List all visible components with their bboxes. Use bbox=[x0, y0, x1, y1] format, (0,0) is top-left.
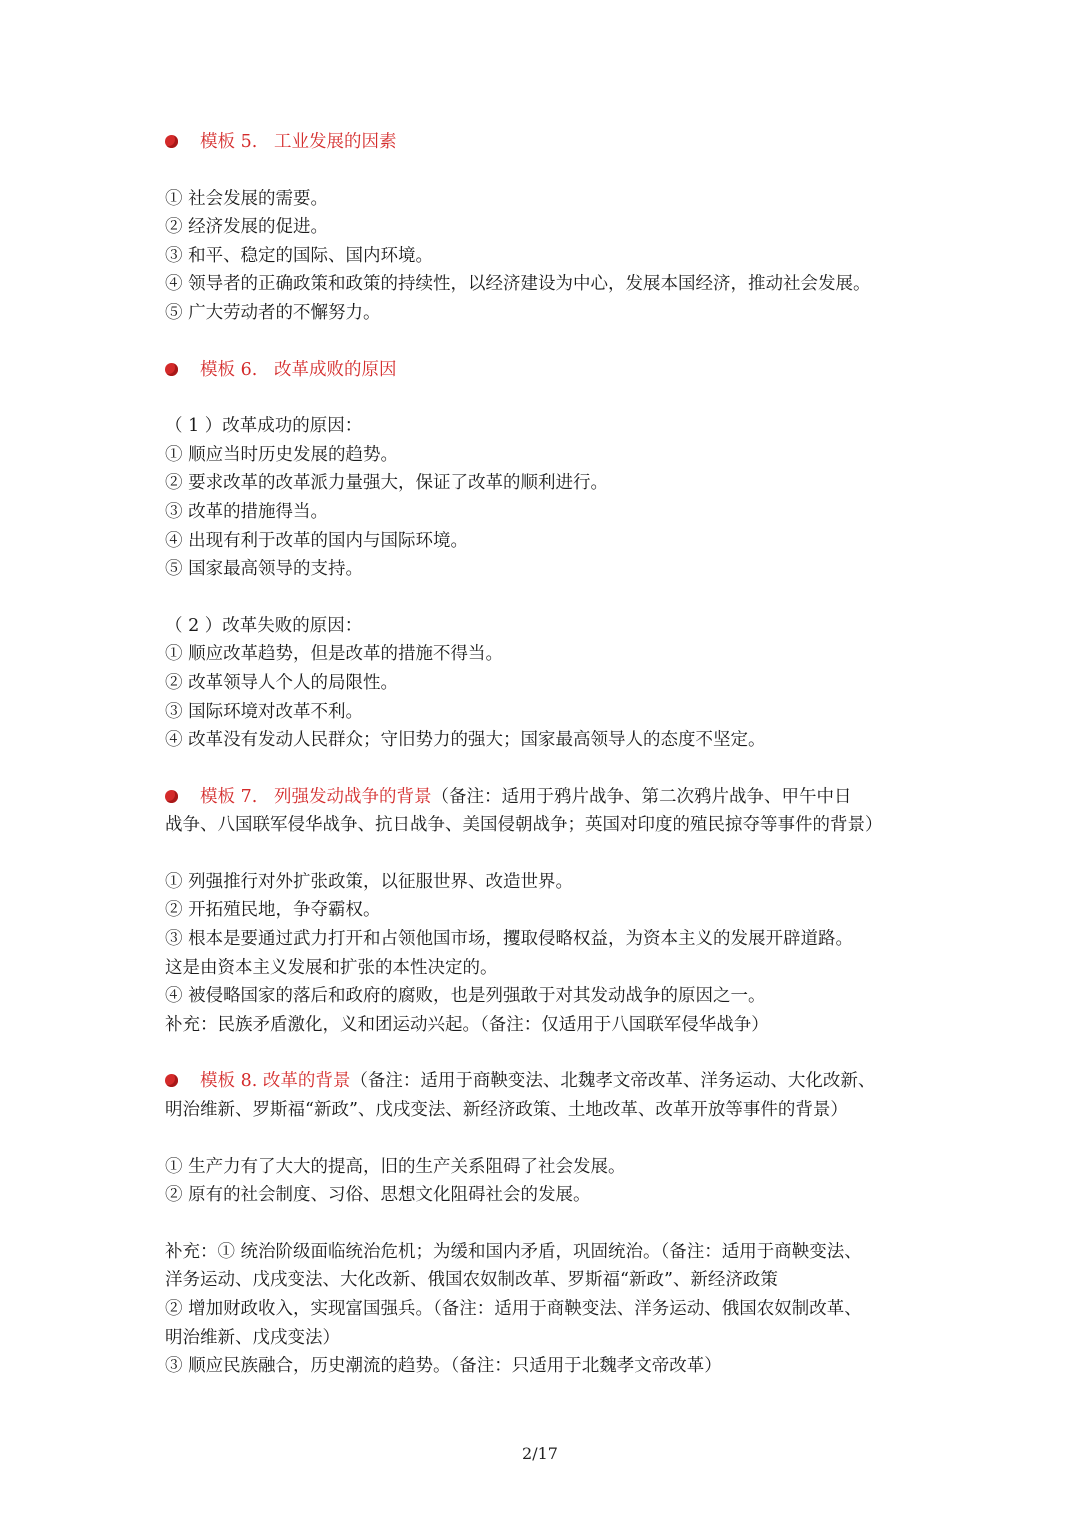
list-item: ③ 根本是要通过武力打开和占领他国市场，攫取侵略权益，为资本主义的发展开辟道路。 bbox=[165, 929, 854, 950]
list-item: ① 生产力有了大大的提高，旧的生产关系阻碍了社会发展。 bbox=[165, 1156, 626, 1177]
list-item: ④ 被侵略国家的落后和政府的腐败，也是列强敢于对其发动战争的原因之一。 bbox=[165, 986, 766, 1007]
supplement: 补充：① 统治阶级面临统治危机；为缓和国内矛盾，巩固统治。（备注：适用于商鞅变法、 bbox=[165, 1241, 862, 1262]
heading-label: 模板 7. bbox=[200, 786, 258, 807]
list-item: ⑤ 国家最高领导的支持。 bbox=[165, 559, 364, 580]
list-item: ④ 改革没有发动人民群众；守旧势力的强大；国家最高领导人的态度不坚定。 bbox=[165, 730, 766, 751]
heading-label: 模板 5. bbox=[200, 132, 258, 152]
heading-title: 工业发展的因素 bbox=[273, 132, 397, 152]
list-item: ② 原有的社会制度、习俗、思想文化阻碍社会的发展。 bbox=[165, 1185, 591, 1206]
heading-template-8 bbox=[165, 1067, 925, 1096]
list-item: ③ 和平、稳定的国际、国内环境。 bbox=[165, 245, 434, 266]
subheading-failure: （ 2 ）改革失败的原因： bbox=[165, 615, 363, 636]
supplement: 明治维新、戊戌变法） bbox=[165, 1327, 340, 1348]
heading-note: （备注：适用于鸦片战争、第二次鸦片战争、甲午中日 bbox=[431, 786, 852, 807]
heading-note: （备注：适用于商鞅变法、北魏孝文帝改革、洋务运动、大化改新、 bbox=[350, 1071, 876, 1092]
list-item: ④ 出现有利于改革的国内与国际环境。 bbox=[165, 530, 469, 551]
heading-note-continued: 战争、八国联军侵华战争、抗日战争、美国侵朝战争；英国对印度的殖民掠夺等事件的背景） bbox=[165, 815, 883, 836]
red-dot-icon bbox=[165, 135, 178, 148]
heading-title: 列强发动战争的背景 bbox=[273, 786, 432, 807]
page-number: 2/17 bbox=[522, 1444, 558, 1463]
supplement: 洋务运动、戊戌变法、大化改新、俄国农奴制改革、罗斯福“新政”、新经济政策 bbox=[165, 1270, 778, 1291]
supplement: ③ 顺应民族融合，历史潮流的趋势。（备注：只适用于北魏孝文帝改革） bbox=[165, 1356, 722, 1377]
heading-label: 模板 8. bbox=[200, 1071, 258, 1092]
heading-note-continued: 明治维新、罗斯福“新政”、戊戌变法、新经济政策、土地改革、改革开放等事件的背景） bbox=[165, 1100, 848, 1121]
red-dot-icon bbox=[165, 363, 178, 376]
list-item: ⑤ 广大劳动者的不懈努力。 bbox=[165, 302, 381, 323]
red-dot-icon bbox=[165, 790, 178, 803]
subheading-success: （ 1 ）改革成功的原因： bbox=[165, 416, 363, 437]
supplement: ② 增加财政收入，实现富国强兵。（备注：适用于商鞅变法、洋务运动、俄国农奴制改革、 bbox=[165, 1299, 862, 1319]
heading-template-7 bbox=[165, 783, 925, 812]
list-item: ② 开拓殖民地，争夺霸权。 bbox=[165, 900, 381, 921]
list-item: ④ 领导者的正确政策和政策的持续性，以经济建设为中心，发展本国经济，推动社会发展。 bbox=[165, 274, 871, 295]
heading-title: 改革成败的原因 bbox=[273, 359, 397, 380]
heading-template-6 bbox=[165, 356, 925, 385]
heading-title: 改革的背景 bbox=[262, 1071, 351, 1092]
list-item: 这是由资本主义发展和扩张的本性决定的。 bbox=[165, 957, 498, 978]
list-item: ① 顺应当时历史发展的趋势。 bbox=[165, 444, 399, 465]
list-item: ① 顺应改革趋势，但是改革的措施不得当。 bbox=[165, 644, 504, 665]
list-item: ② 要求改革的改革派力量强大，保证了改革的顺利进行。 bbox=[165, 473, 609, 494]
list-item: ① 列强推行对外扩张政策，以征服世界、改造世界。 bbox=[165, 871, 574, 892]
supplement: 补充：民族矛盾激化，义和团运动兴起。（备注：仅适用于八国联军侵华战争） bbox=[165, 1014, 769, 1035]
list-item: ① 社会发展的需要。 bbox=[165, 188, 329, 209]
list-item: ③ 改革的措施得当。 bbox=[165, 501, 329, 522]
list-item: ② 经济发展的促进。 bbox=[165, 217, 329, 238]
list-item: ③ 国际环境对改革不利。 bbox=[165, 701, 364, 722]
heading-label: 模板 6. bbox=[200, 359, 258, 380]
content bbox=[165, 128, 925, 1381]
list-item: ② 改革领导人个人的局限性。 bbox=[165, 672, 399, 693]
red-dot-icon bbox=[165, 1074, 178, 1087]
heading-template-5 bbox=[165, 128, 925, 157]
